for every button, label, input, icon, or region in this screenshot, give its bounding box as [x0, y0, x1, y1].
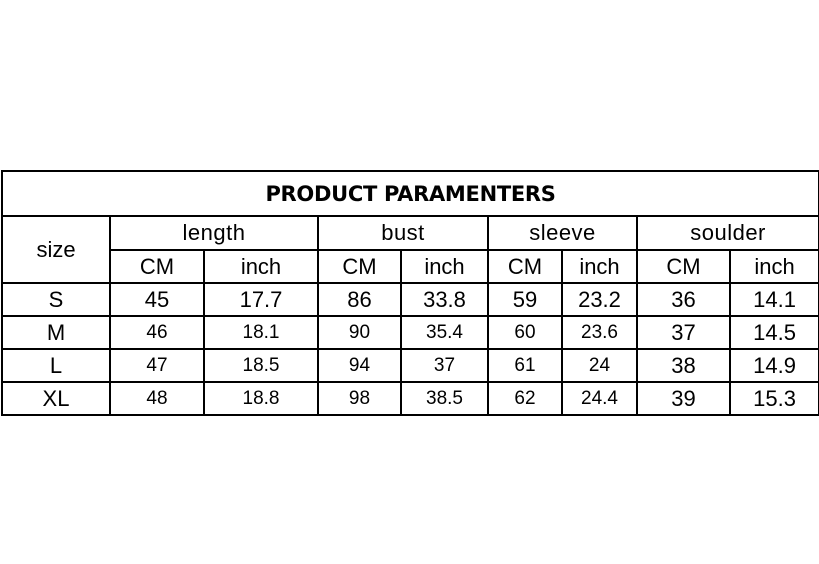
- table-row: [2, 349, 819, 382]
- unit-header-cm: CM: [488, 250, 562, 283]
- value-cell: 14.1: [730, 283, 819, 316]
- value-cell: 17.7: [204, 283, 318, 316]
- size-cell: M: [2, 316, 110, 349]
- group-header-row: [2, 216, 819, 250]
- value-cell: 18.5: [204, 349, 318, 382]
- value-cell: 98: [318, 382, 401, 415]
- value-cell: 48: [110, 382, 204, 415]
- value-cell: 14.5: [730, 316, 819, 349]
- value-cell: 62: [488, 382, 562, 415]
- size-cell: S: [2, 283, 110, 316]
- value-cell: 38: [637, 349, 730, 382]
- table-row: [2, 382, 819, 415]
- value-cell: 86: [318, 283, 401, 316]
- value-cell: 23.2: [562, 283, 637, 316]
- value-cell: 59: [488, 283, 562, 316]
- value-cell: 61: [488, 349, 562, 382]
- value-cell: 46: [110, 316, 204, 349]
- unit-header-cm: CM: [110, 250, 204, 283]
- size-cell: L: [2, 349, 110, 382]
- value-cell: 90: [318, 316, 401, 349]
- value-cell: 15.3: [730, 382, 819, 415]
- value-cell: 47: [110, 349, 204, 382]
- size-chart-table: [1, 170, 819, 416]
- size-column-header: size: [2, 216, 110, 283]
- size-cell: XL: [2, 382, 110, 415]
- table-title: PRODUCT PARAMENTERS: [2, 171, 819, 216]
- value-cell: 14.9: [730, 349, 819, 382]
- value-cell: 24: [562, 349, 637, 382]
- value-cell: 60: [488, 316, 562, 349]
- value-cell: 94: [318, 349, 401, 382]
- value-cell: 18.1: [204, 316, 318, 349]
- value-cell: 36: [637, 283, 730, 316]
- bust-header: bust: [318, 216, 488, 250]
- unit-header-cm: CM: [318, 250, 401, 283]
- unit-header-cm: CM: [637, 250, 730, 283]
- value-cell: 45: [110, 283, 204, 316]
- unit-header-inch: inch: [730, 250, 819, 283]
- unit-header-inch: inch: [204, 250, 318, 283]
- table-row: [2, 283, 819, 316]
- value-cell: 37: [401, 349, 488, 382]
- unit-header-inch: inch: [401, 250, 488, 283]
- sleeve-header: sleeve: [488, 216, 637, 250]
- value-cell: 24.4: [562, 382, 637, 415]
- title-row: [2, 171, 819, 216]
- unit-header-inch: inch: [562, 250, 637, 283]
- value-cell: 37: [637, 316, 730, 349]
- value-cell: 23.6: [562, 316, 637, 349]
- value-cell: 18.8: [204, 382, 318, 415]
- value-cell: 39: [637, 382, 730, 415]
- length-header: length: [110, 216, 318, 250]
- table-row: [2, 316, 819, 349]
- value-cell: 33.8: [401, 283, 488, 316]
- value-cell: 38.5: [401, 382, 488, 415]
- value-cell: 35.4: [401, 316, 488, 349]
- unit-header-row: [2, 250, 819, 283]
- soulder-header: soulder: [637, 216, 819, 250]
